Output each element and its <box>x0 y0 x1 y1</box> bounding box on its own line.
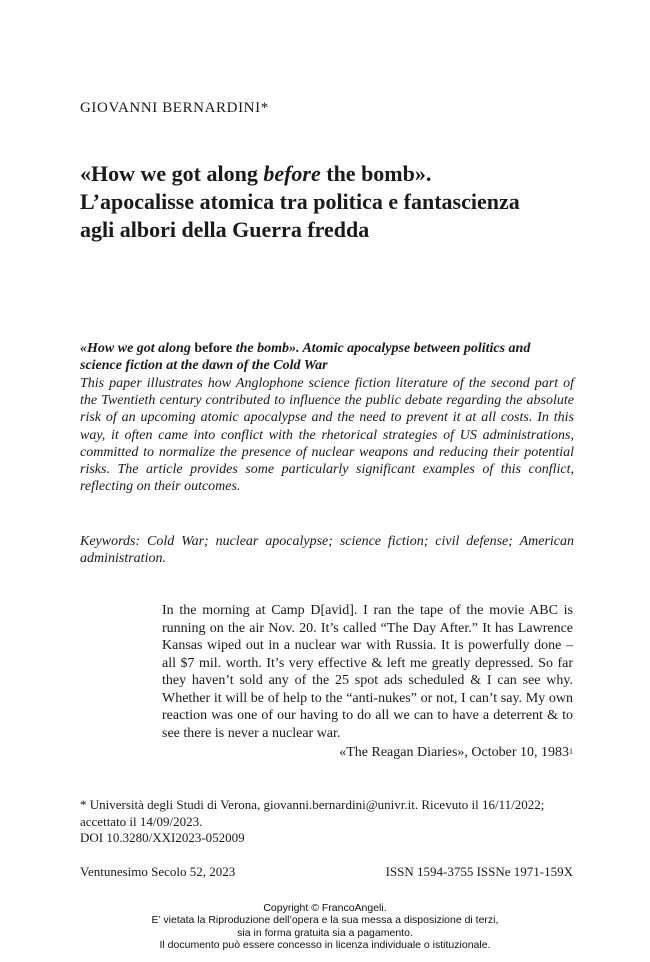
title-line-1-em: before <box>263 161 321 186</box>
copyright-line-3: sia in forma gratuita sia a pagamento. <box>237 926 413 939</box>
copyright-line-2: E’ vietata la Riproduzione dell’opera e la sua messa a disposizione di terzi, <box>151 914 499 927</box>
title-line-3: agli albori della Guerra fredda <box>80 217 370 242</box>
english-title <box>80 340 574 374</box>
footnote-line-1: * Università degli Studi di Verona, giovanni.bernardini@univr.it. Ricevuto il 16/11/2022; <box>80 797 545 812</box>
footnote-reference: 1 <box>569 747 573 756</box>
author-name: GIOVANNI BERNARDINI* <box>80 100 269 116</box>
title-line-2: L’apocalisse atomica tra politica e fantascienza <box>80 189 520 214</box>
article-title <box>80 160 580 244</box>
english-title-part-3: the bomb». Atomic apocalypse between politics and science fiction at the dawn of the Cold War <box>80 341 531 373</box>
footnote-line-2: accettato il 14/09/2023. <box>80 813 203 829</box>
english-title-part-2: before <box>194 341 233 356</box>
english-title-part-1: «How we got along <box>80 341 195 356</box>
epigraph-quote: In the morning at Camp D[avid]. I ran the tape of the movie ABC is running on the air Nov. 20. It’s called “The Day After.” It has Lawrence Kansas wiped out in a nuclear war with Russia. It is powerfully done – all $7 mil. worth. It’s very effective & left me greatly depressed. So far they haven’t sold any of the 25 spot ads scheduled & I can see why. Whether it will be of help to the “anti-nukes” or not, I can’t say. My own reaction was one of our having to do all we can to have a deterrent & to see there is never a nuclear war. <box>162 603 573 741</box>
issn-info: ISSN 1594-3755 ISSNe 1971-159X <box>385 864 573 879</box>
copyright-notice <box>0 902 650 951</box>
title-line-1-a: «How we got along <box>80 161 264 186</box>
title-line-1-b: the bomb». <box>320 161 432 186</box>
epigraph-source-text: «The Reagan Diaries», October 10, 1983 <box>339 745 569 760</box>
keywords: Keywords: Cold War; nuclear apocalypse; science fiction; civil defense; American administration. <box>80 534 574 567</box>
copyright-line-1: Copyright © FrancoAngeli. <box>263 902 387 914</box>
author-footnote <box>80 797 574 847</box>
epigraph-source <box>162 744 573 762</box>
title-line-1 <box>80 160 580 188</box>
copyright-line-4: Il documento può essere concesso in licenza individuale o istituzionale. <box>159 938 491 951</box>
abstract: This paper illustrates how Anglophone science fiction literature of the second part of the Twentieth century contributed to influence the public debate regarding the absolute risk of an upcoming atomic apocalypse and the need to prevent it at all costs. In this way, it often came into conflict with the rhetorical strategies of US administrations, committed to normalize the presence of nuclear weapons and reducing their potential risks. The article provides some particularly significant examples of this conflict, reflecting on their outcomes. <box>80 376 574 495</box>
journal-info: Ventunesimo Secolo 52, 2023 <box>80 864 236 879</box>
doi: DOI 10.3280/XXI2023-052009 <box>80 830 245 845</box>
